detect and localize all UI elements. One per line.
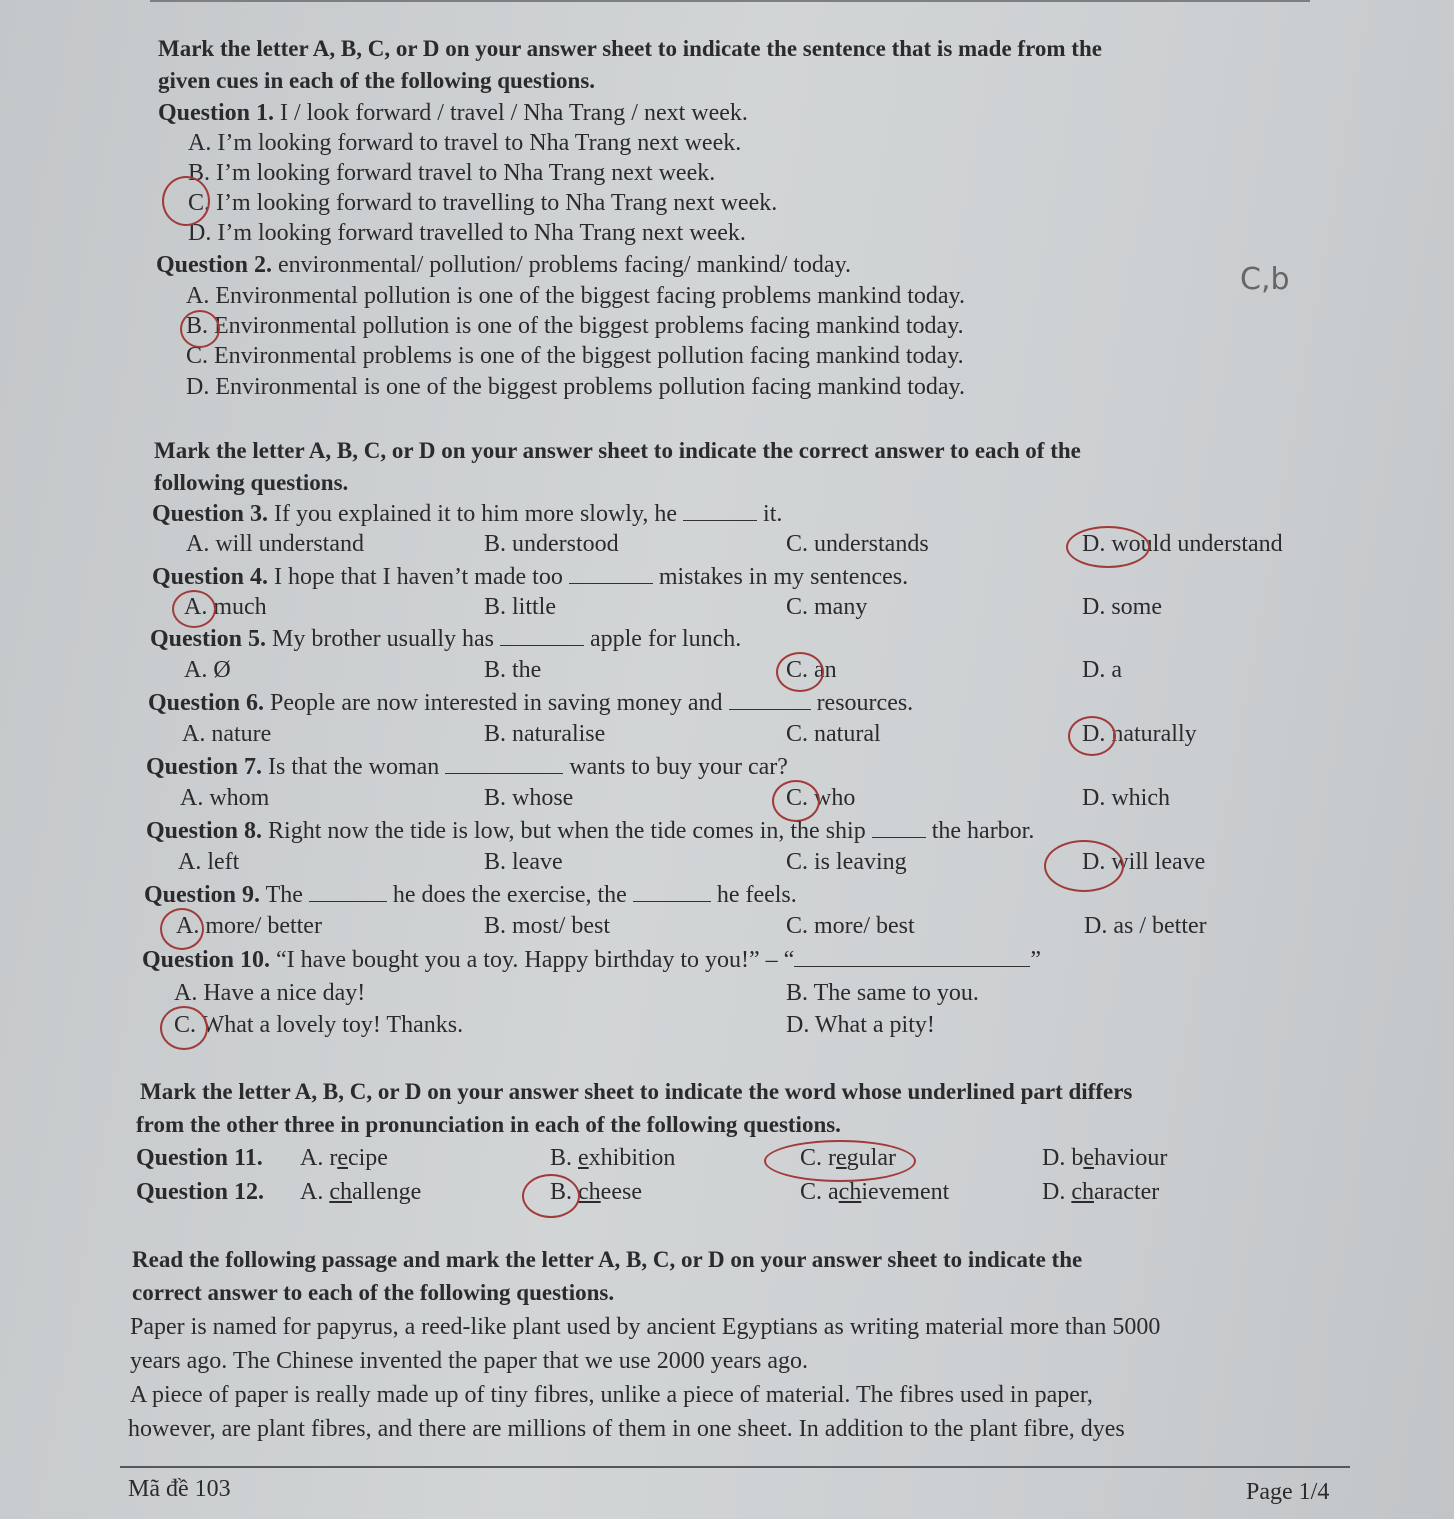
q12-option-c[interactable]: C. achievement bbox=[800, 1179, 950, 1205]
q5-option-a[interactable]: A. Ø bbox=[184, 657, 231, 683]
question-text: If you explained it to him more slowly, he bbox=[274, 501, 678, 527]
question-3 bbox=[152, 499, 782, 529]
q4-option-b[interactable]: B. little bbox=[484, 594, 556, 620]
passage-line: years ago. The Chinese invented the paper that we use 2000 years ago. bbox=[130, 1348, 808, 1374]
q4-option-a[interactable]: A. much bbox=[184, 594, 267, 620]
q3-option-d[interactable]: D. would understand bbox=[1082, 531, 1283, 557]
answer-blank bbox=[500, 625, 584, 646]
q1-option-b[interactable]: B. I’m looking forward travel to Nha Trang next week. bbox=[188, 160, 716, 186]
question-text: I / look forward / travel / Nha Trang / next week. bbox=[280, 100, 748, 126]
question-10 bbox=[142, 945, 1041, 975]
q5-option-c[interactable]: C. an bbox=[786, 657, 837, 683]
question-12 bbox=[136, 1177, 264, 1207]
q6-option-b[interactable]: B. naturalise bbox=[484, 721, 606, 747]
section2-instruction-line1: Mark the letter A, B, C, or D on your answer sheet to indicate the correct answer to each of the bbox=[154, 438, 1081, 463]
answer-blank bbox=[569, 563, 653, 584]
footer-rule bbox=[120, 1466, 1350, 1468]
q6-option-a[interactable]: A. nature bbox=[182, 721, 272, 747]
question-text: People are now interested in saving money and bbox=[270, 690, 723, 716]
q9-option-c[interactable]: C. more/ best bbox=[786, 913, 915, 939]
q5-option-d[interactable]: D. a bbox=[1082, 657, 1122, 683]
question-text: the harbor. bbox=[931, 818, 1035, 844]
question-text: wants to buy your car? bbox=[569, 754, 788, 780]
question-text: he does the exercise, the bbox=[392, 882, 627, 908]
question-text: ” bbox=[1030, 947, 1041, 973]
page-number: Page 1/4 bbox=[1246, 1479, 1330, 1505]
question-2 bbox=[156, 250, 851, 280]
question-text: The bbox=[265, 882, 303, 908]
passage-line: Paper is named for papyrus, a reed-like plant used by ancient Egyptians as writing material more than 5000 bbox=[130, 1314, 1161, 1340]
q9-option-d[interactable]: D. as / better bbox=[1084, 913, 1207, 939]
question-7 bbox=[146, 752, 788, 782]
q12-option-a[interactable]: A. challenge bbox=[300, 1179, 422, 1205]
question-label: Question 9. bbox=[144, 882, 261, 908]
section3-instruction-line1: Mark the letter A, B, C, or D on your answer sheet to indicate the word whose underlined part differs bbox=[140, 1079, 1133, 1104]
q3-option-b[interactable]: B. understood bbox=[484, 531, 619, 557]
question-text: apple for lunch. bbox=[589, 626, 742, 652]
q11-option-c[interactable]: C. regular bbox=[800, 1145, 896, 1171]
question-text: I hope that I haven’t made too bbox=[274, 564, 563, 590]
answer-blank bbox=[872, 817, 926, 838]
answer-blank bbox=[309, 881, 387, 902]
q10-option-b[interactable]: B. The same to you. bbox=[786, 980, 979, 1006]
question-4 bbox=[152, 562, 908, 592]
q10-option-a[interactable]: A. Have a nice day! bbox=[174, 980, 366, 1006]
q1-option-c[interactable]: C. I’m looking forward to travelling to Nha Trang next week. bbox=[188, 190, 778, 216]
q2-option-b[interactable]: B. Environmental pollution is one of the biggest problems facing mankind today. bbox=[186, 313, 964, 339]
q2-option-a[interactable]: A. Environmental pollution is one of the biggest facing problems mankind today. bbox=[186, 283, 965, 309]
q1-option-a[interactable]: A. I’m looking forward to travel to Nha Trang next week. bbox=[188, 130, 742, 156]
question-text: he feels. bbox=[716, 882, 797, 908]
q12-option-b[interactable]: B. cheese bbox=[550, 1179, 642, 1205]
answer-blank bbox=[794, 946, 1030, 967]
section1-instruction-line1: Mark the letter A, B, C, or D on your answer sheet to indicate the sentence that is made from the bbox=[158, 36, 1102, 61]
question-11 bbox=[136, 1143, 263, 1173]
q8-option-d[interactable]: D. will leave bbox=[1082, 849, 1206, 875]
answer-blank bbox=[445, 753, 563, 774]
q1-option-d[interactable]: D. I’m looking forward travelled to Nha Trang next week. bbox=[188, 220, 746, 246]
q7-option-a[interactable]: A. whom bbox=[180, 785, 270, 811]
q7-option-c[interactable]: C. who bbox=[786, 785, 856, 811]
q6-option-d[interactable]: D. naturally bbox=[1082, 721, 1197, 747]
question-5 bbox=[150, 624, 741, 654]
question-text: My brother usually has bbox=[272, 626, 494, 652]
q11-option-b[interactable]: B. exhibition bbox=[550, 1145, 676, 1171]
question-text: resources. bbox=[816, 690, 914, 716]
q2-option-d[interactable]: D. Environmental is one of the biggest problems pollution facing mankind today. bbox=[186, 374, 965, 400]
passage-line: A piece of paper is really made up of tiny fibres, unlike a piece of material. The fibres used in paper, bbox=[130, 1382, 1093, 1408]
q9-option-b[interactable]: B. most/ best bbox=[484, 913, 611, 939]
question-label: Question 10. bbox=[142, 947, 271, 973]
handwritten-note: C,b bbox=[1240, 262, 1290, 297]
question-text: Is that the woman bbox=[268, 754, 440, 780]
answer-blank bbox=[683, 500, 757, 521]
q7-option-b[interactable]: B. whose bbox=[484, 785, 574, 811]
q10-option-c[interactable]: C. What a lovely toy! Thanks. bbox=[174, 1012, 464, 1038]
q5-option-b[interactable]: B. the bbox=[484, 657, 542, 683]
question-1 bbox=[158, 98, 748, 128]
section3-instruction-line2: from the other three in pronunciation in each of the following questions. bbox=[136, 1112, 841, 1137]
section1-instruction-line2: given cues in each of the following questions. bbox=[158, 68, 596, 93]
q8-option-b[interactable]: B. leave bbox=[484, 849, 563, 875]
q4-option-d[interactable]: D. some bbox=[1082, 594, 1162, 620]
exam-code: Mã đề 103 bbox=[128, 1476, 231, 1502]
question-8 bbox=[146, 816, 1034, 846]
answer-blank bbox=[729, 689, 811, 710]
question-label: Question 2. bbox=[156, 252, 273, 278]
question-label: Question 7. bbox=[146, 754, 263, 780]
q7-option-d[interactable]: D. which bbox=[1082, 785, 1170, 811]
q11-option-a[interactable]: A. recipe bbox=[300, 1145, 388, 1171]
question-label: Question 12. bbox=[136, 1179, 265, 1205]
question-label: Question 5. bbox=[150, 626, 267, 652]
question-text: Right now the tide is low, but when the tide comes in, the ship bbox=[268, 818, 866, 844]
q4-option-c[interactable]: C. many bbox=[786, 594, 868, 620]
passage-line: however, are plant fibres, and there are millions of them in one sheet. In addition to the plant fibre, dyes bbox=[128, 1416, 1125, 1442]
question-9 bbox=[144, 880, 797, 910]
q3-option-c[interactable]: C. understands bbox=[786, 531, 929, 557]
q2-option-c[interactable]: C. Environmental problems is one of the biggest pollution facing mankind today. bbox=[186, 343, 964, 369]
question-label: Question 1. bbox=[158, 100, 275, 126]
section4-instruction-line1: Read the following passage and mark the letter A, B, C, or D on your answer sheet to indicate the bbox=[132, 1247, 1083, 1272]
answer-blank bbox=[633, 881, 711, 902]
question-text: environmental/ pollution/ problems facing/ mankind/ today. bbox=[278, 252, 852, 278]
q11-option-d[interactable]: D. behaviour bbox=[1042, 1145, 1168, 1171]
question-6 bbox=[148, 688, 913, 718]
question-text: it. bbox=[763, 501, 783, 527]
q6-option-c[interactable]: C. natural bbox=[786, 721, 881, 747]
section4-instruction-line2: correct answer to each of the following questions. bbox=[132, 1280, 615, 1305]
top-rule bbox=[150, 0, 1310, 2]
q9-option-a[interactable]: A. more/ better bbox=[176, 913, 322, 939]
q8-option-a[interactable]: A. left bbox=[178, 849, 240, 875]
question-label: Question 4. bbox=[152, 564, 269, 590]
q10-option-d[interactable]: D. What a pity! bbox=[786, 1012, 935, 1038]
question-text: “I have bought you a toy. Happy birthday to you!” – “ bbox=[276, 947, 795, 973]
section2-instruction-line2: following questions. bbox=[154, 470, 349, 495]
question-label: Question 11. bbox=[136, 1145, 263, 1171]
q8-option-c[interactable]: C. is leaving bbox=[786, 849, 907, 875]
question-label: Question 3. bbox=[152, 501, 269, 527]
q3-option-a[interactable]: A. will understand bbox=[186, 531, 364, 557]
q12-option-d[interactable]: D. character bbox=[1042, 1179, 1160, 1205]
question-label: Question 8. bbox=[146, 818, 263, 844]
question-label: Question 6. bbox=[148, 690, 265, 716]
question-text: mistakes in my sentences. bbox=[658, 564, 909, 590]
